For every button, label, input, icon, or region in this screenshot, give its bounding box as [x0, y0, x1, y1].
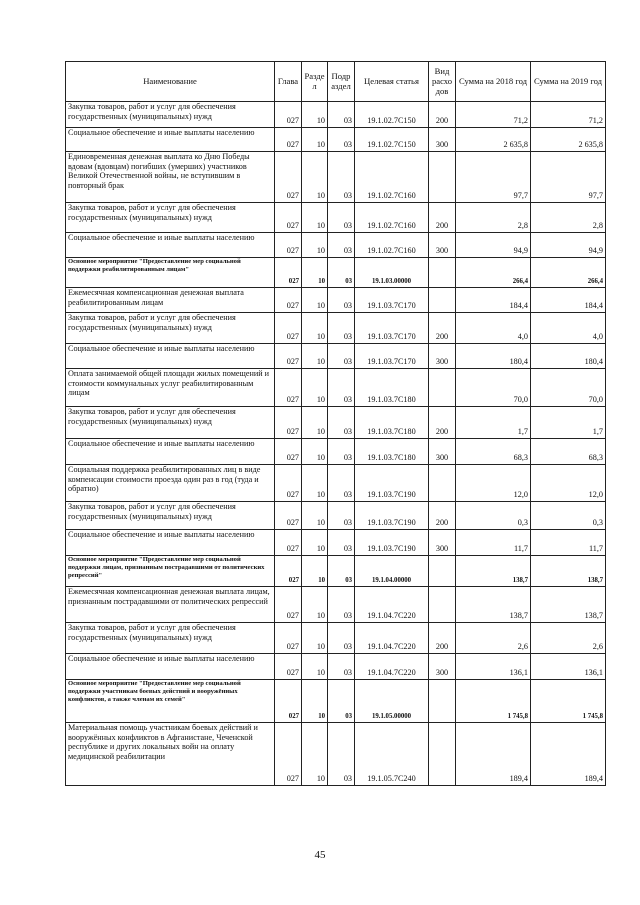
- cell-glava: 027: [275, 128, 302, 152]
- table-row: [66, 654, 606, 680]
- cell-vid: [429, 556, 456, 587]
- table-row: [66, 152, 606, 203]
- cell-razdel: 10: [302, 288, 328, 313]
- cell-podrazdel: 03: [328, 502, 355, 530]
- cell-vid: [429, 465, 456, 502]
- cell-sum2019: 12,0: [531, 465, 606, 502]
- cell-glava: 027: [275, 258, 302, 288]
- table-row: [66, 369, 606, 407]
- cell-sum2019: 0,3: [531, 502, 606, 530]
- cell-sum2018: 94,9: [456, 233, 531, 258]
- cell-celevaya: 19.1.03.7С180: [355, 407, 429, 439]
- cell-vid: [429, 587, 456, 623]
- cell-celevaya: 19.1.03.00000: [355, 258, 429, 288]
- cell-podrazdel: 03: [328, 680, 355, 723]
- cell-razdel: 10: [302, 258, 328, 288]
- cell-sum2019: 266,4: [531, 258, 606, 288]
- cell-celevaya: 19.1.03.7С180: [355, 369, 429, 407]
- cell-name: Социальное обеспечение и иные выплаты населению: [66, 233, 275, 258]
- cell-vid: [429, 152, 456, 203]
- table-row: [66, 623, 606, 654]
- cell-podrazdel: 03: [328, 313, 355, 344]
- cell-celevaya: 19.1.02.7С150: [355, 102, 429, 128]
- page-number: 45: [314, 849, 326, 861]
- cell-razdel: 10: [302, 465, 328, 502]
- cell-name: Социальное обеспечение и иные выплаты населению: [66, 128, 275, 152]
- cell-vid: [429, 369, 456, 407]
- cell-sum2018: 2 635,8: [456, 128, 531, 152]
- table-row: [66, 587, 606, 623]
- cell-razdel: 10: [302, 344, 328, 369]
- cell-sum2018: 1 745,8: [456, 680, 531, 723]
- cell-podrazdel: 03: [328, 258, 355, 288]
- cell-glava: 027: [275, 233, 302, 258]
- cell-razdel: 10: [302, 102, 328, 128]
- cell-sum2019: 94,9: [531, 233, 606, 258]
- cell-vid: 200: [429, 203, 456, 233]
- cell-vid: 300: [429, 128, 456, 152]
- cell-sum2018: 189,4: [456, 723, 531, 786]
- cell-glava: 027: [275, 203, 302, 233]
- cell-glava: 027: [275, 407, 302, 439]
- cell-razdel: 10: [302, 152, 328, 203]
- cell-razdel: 10: [302, 654, 328, 680]
- header-sum2019: Сумма на 2019 год: [531, 62, 606, 102]
- cell-vid: [429, 680, 456, 723]
- cell-glava: 027: [275, 344, 302, 369]
- cell-razdel: 10: [302, 407, 328, 439]
- cell-celevaya: 19.1.03.7С170: [355, 344, 429, 369]
- cell-sum2019: 184,4: [531, 288, 606, 313]
- cell-name: Оплата занимаемой общей площади жилых помещений и стоимости коммунальных услуг реабилитированным лицам: [66, 369, 275, 407]
- cell-razdel: 10: [302, 530, 328, 556]
- cell-name: Ежемесячная компенсационная денежная выплата реабилитированным лицам: [66, 288, 275, 313]
- cell-glava: 027: [275, 587, 302, 623]
- cell-celevaya: 19.1.03.7С170: [355, 288, 429, 313]
- cell-podrazdel: 03: [328, 128, 355, 152]
- cell-podrazdel: 03: [328, 439, 355, 465]
- table-body: [66, 102, 606, 786]
- cell-podrazdel: 03: [328, 344, 355, 369]
- cell-podrazdel: 03: [328, 152, 355, 203]
- table-row: [66, 258, 606, 288]
- table-row: [66, 128, 606, 152]
- cell-vid: [429, 288, 456, 313]
- cell-razdel: 10: [302, 556, 328, 587]
- header-sum2018: Сумма на 2018 год: [456, 62, 531, 102]
- cell-razdel: 10: [302, 128, 328, 152]
- cell-glava: 027: [275, 152, 302, 203]
- cell-vid: [429, 723, 456, 786]
- cell-vid: 300: [429, 530, 456, 556]
- cell-podrazdel: 03: [328, 723, 355, 786]
- cell-sum2018: 138,7: [456, 556, 531, 587]
- cell-glava: 027: [275, 723, 302, 786]
- cell-name: Основное мероприятие "Предоставление мер социальной поддержки участникам боевых действий и вооружённых конфликтов, а также членам их семей": [66, 680, 275, 723]
- cell-name: Закупка товаров, работ и услуг для обеспечения государственных (муниципальных) нужд: [66, 623, 275, 654]
- cell-celevaya: 19.1.05.00000: [355, 680, 429, 723]
- table-row: [66, 556, 606, 587]
- cell-razdel: 10: [302, 587, 328, 623]
- cell-vid: 300: [429, 344, 456, 369]
- cell-name: Единовременная денежная выплата ко Дню Победы вдовам (вдовцам) погибших (умерших) участников Великой Отечественной войны, не вступившим в повторный брак: [66, 152, 275, 203]
- cell-name: Социальное обеспечение и иные выплаты населению: [66, 439, 275, 465]
- cell-name: Социальное обеспечение и иные выплаты населению: [66, 654, 275, 680]
- cell-podrazdel: 03: [328, 203, 355, 233]
- cell-name: Социальная поддержка реабилитированных лиц в виде компенсации стоимости проезда один раз в год (туда и обратно): [66, 465, 275, 502]
- cell-celevaya: 19.1.04.7С220: [355, 623, 429, 654]
- cell-name: Закупка товаров, работ и услуг для обеспечения государственных (муниципальных) нужд: [66, 313, 275, 344]
- cell-name: Социальное обеспечение и иные выплаты населению: [66, 530, 275, 556]
- table-row: [66, 530, 606, 556]
- cell-sum2019: 180,4: [531, 344, 606, 369]
- cell-vid: 300: [429, 654, 456, 680]
- table-header-row: [66, 62, 606, 102]
- cell-sum2019: 189,4: [531, 723, 606, 786]
- cell-razdel: 10: [302, 439, 328, 465]
- cell-vid: 300: [429, 439, 456, 465]
- header-name: Наименование: [66, 62, 275, 102]
- cell-glava: 027: [275, 369, 302, 407]
- cell-sum2018: 11,7: [456, 530, 531, 556]
- table-row: [66, 439, 606, 465]
- cell-name: Закупка товаров, работ и услуг для обеспечения государственных (муниципальных) нужд: [66, 203, 275, 233]
- cell-sum2019: 2,6: [531, 623, 606, 654]
- cell-razdel: 10: [302, 203, 328, 233]
- cell-sum2019: 1,7: [531, 407, 606, 439]
- table-row: [66, 313, 606, 344]
- cell-glava: 027: [275, 465, 302, 502]
- table-row: [66, 407, 606, 439]
- cell-podrazdel: 03: [328, 556, 355, 587]
- cell-vid: 200: [429, 407, 456, 439]
- cell-sum2018: 138,7: [456, 587, 531, 623]
- cell-podrazdel: 03: [328, 369, 355, 407]
- cell-sum2018: 266,4: [456, 258, 531, 288]
- cell-razdel: 10: [302, 369, 328, 407]
- cell-celevaya: 19.1.03.7С190: [355, 530, 429, 556]
- table-row: [66, 203, 606, 233]
- table-row: [66, 344, 606, 369]
- cell-sum2019: 4,0: [531, 313, 606, 344]
- cell-glava: 027: [275, 623, 302, 654]
- cell-podrazdel: 03: [328, 587, 355, 623]
- cell-celevaya: 19.1.02.7С160: [355, 233, 429, 258]
- cell-sum2018: 2,6: [456, 623, 531, 654]
- cell-sum2019: 1 745,8: [531, 680, 606, 723]
- cell-vid: 200: [429, 102, 456, 128]
- header-glava: Глава: [275, 62, 302, 102]
- table-row: [66, 465, 606, 502]
- table-row: [66, 102, 606, 128]
- cell-celevaya: 19.1.03.7С190: [355, 465, 429, 502]
- cell-sum2019: 138,7: [531, 587, 606, 623]
- cell-glava: 027: [275, 502, 302, 530]
- cell-name: Основное мероприятие "Предоставление мер социальной поддержки реабилитированным лицам": [66, 258, 275, 288]
- cell-glava: 027: [275, 680, 302, 723]
- cell-vid: 300: [429, 233, 456, 258]
- cell-razdel: 10: [302, 623, 328, 654]
- cell-vid: [429, 258, 456, 288]
- cell-sum2018: 71,2: [456, 102, 531, 128]
- cell-glava: 027: [275, 556, 302, 587]
- cell-razdel: 10: [302, 233, 328, 258]
- cell-glava: 027: [275, 313, 302, 344]
- cell-sum2018: 136,1: [456, 654, 531, 680]
- header-podrazdel: Подр аздел: [328, 62, 355, 102]
- table-row: [66, 288, 606, 313]
- cell-vid: 200: [429, 502, 456, 530]
- cell-vid: 200: [429, 623, 456, 654]
- cell-vid: 200: [429, 313, 456, 344]
- cell-sum2019: 71,2: [531, 102, 606, 128]
- budget-table: [65, 61, 606, 786]
- table-row: [66, 502, 606, 530]
- cell-podrazdel: 03: [328, 102, 355, 128]
- cell-sum2019: 11,7: [531, 530, 606, 556]
- cell-razdel: 10: [302, 502, 328, 530]
- cell-glava: 027: [275, 288, 302, 313]
- cell-podrazdel: 03: [328, 623, 355, 654]
- cell-sum2018: 70,0: [456, 369, 531, 407]
- cell-sum2018: 180,4: [456, 344, 531, 369]
- cell-celevaya: 19.1.03.7С190: [355, 502, 429, 530]
- cell-glava: 027: [275, 102, 302, 128]
- cell-celevaya: 19.1.02.7С160: [355, 152, 429, 203]
- cell-glava: 027: [275, 654, 302, 680]
- cell-sum2018: 97,7: [456, 152, 531, 203]
- cell-sum2019: 70,0: [531, 369, 606, 407]
- cell-sum2018: 184,4: [456, 288, 531, 313]
- cell-podrazdel: 03: [328, 407, 355, 439]
- cell-podrazdel: 03: [328, 530, 355, 556]
- cell-name: Ежемесячная компенсационная денежная выплата лицам, признанным пострадавшими от политических репрессий: [66, 587, 275, 623]
- cell-name: Материальная помощь участникам боевых действий и вооружённых конфликтов в Афганистане, Чеченской республике и других локальных войн на оплату медицинской реабилитации: [66, 723, 275, 786]
- cell-celevaya: 19.1.05.7С240: [355, 723, 429, 786]
- cell-sum2018: 2,8: [456, 203, 531, 233]
- cell-razdel: 10: [302, 680, 328, 723]
- cell-name: Закупка товаров, работ и услуг для обеспечения государственных (муниципальных) нужд: [66, 502, 275, 530]
- table-row: [66, 233, 606, 258]
- cell-name: Закупка товаров, работ и услуг для обеспечения государственных (муниципальных) нужд: [66, 407, 275, 439]
- cell-glava: 027: [275, 439, 302, 465]
- cell-podrazdel: 03: [328, 288, 355, 313]
- cell-podrazdel: 03: [328, 654, 355, 680]
- cell-name: Основное мероприятие "Предоставление мер социальной поддержки лицам, признанным пострадавшими от политических репрессий": [66, 556, 275, 587]
- cell-celevaya: 19.1.04.00000: [355, 556, 429, 587]
- cell-sum2018: 68,3: [456, 439, 531, 465]
- cell-celevaya: 19.1.02.7С150: [355, 128, 429, 152]
- header-celevaya: Целевая статья: [355, 62, 429, 102]
- cell-razdel: 10: [302, 313, 328, 344]
- cell-podrazdel: 03: [328, 233, 355, 258]
- cell-sum2019: 97,7: [531, 152, 606, 203]
- cell-sum2019: 136,1: [531, 654, 606, 680]
- cell-celevaya: 19.1.04.7С220: [355, 587, 429, 623]
- cell-razdel: 10: [302, 723, 328, 786]
- cell-name: Социальное обеспечение и иные выплаты населению: [66, 344, 275, 369]
- cell-sum2019: 2 635,8: [531, 128, 606, 152]
- cell-sum2019: 138,7: [531, 556, 606, 587]
- cell-sum2018: 12,0: [456, 465, 531, 502]
- cell-sum2018: 4,0: [456, 313, 531, 344]
- cell-sum2018: 0,3: [456, 502, 531, 530]
- cell-celevaya: 19.1.02.7С160: [355, 203, 429, 233]
- cell-celevaya: 19.1.04.7С220: [355, 654, 429, 680]
- cell-glava: 027: [275, 530, 302, 556]
- cell-sum2019: 68,3: [531, 439, 606, 465]
- cell-sum2019: 2,8: [531, 203, 606, 233]
- cell-sum2018: 1,7: [456, 407, 531, 439]
- header-razdel: Разде л: [302, 62, 328, 102]
- header-vid: Вид расхо дов: [429, 62, 456, 102]
- table-row: [66, 723, 606, 786]
- cell-name: Закупка товаров, работ и услуг для обеспечения государственных (муниципальных) нужд: [66, 102, 275, 128]
- cell-celevaya: 19.1.03.7С170: [355, 313, 429, 344]
- cell-podrazdel: 03: [328, 465, 355, 502]
- table-row: [66, 680, 606, 723]
- cell-celevaya: 19.1.03.7С180: [355, 439, 429, 465]
